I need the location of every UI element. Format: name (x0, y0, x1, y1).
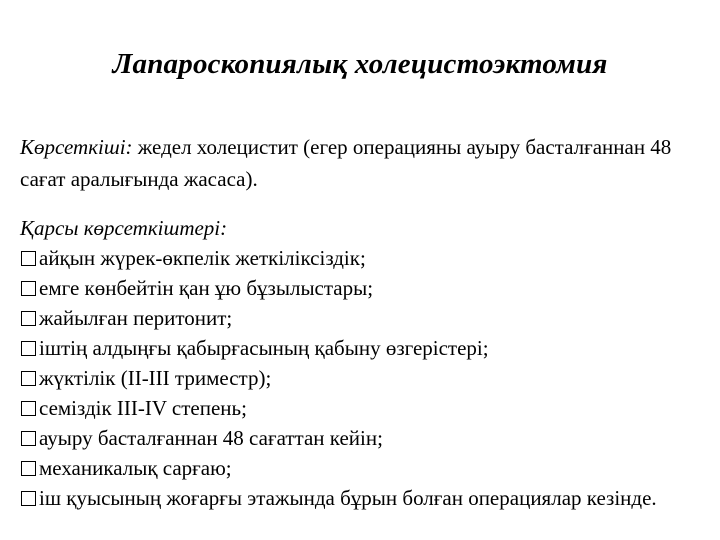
checkbox-bullet-icon (21, 281, 36, 296)
list-item-text: ауыру басталғаннан 48 сағаттан кейін; (39, 426, 383, 450)
slide-title: Лапароскопиялық холецистоэктомия (112, 48, 608, 80)
checkbox-bullet-icon (21, 311, 36, 326)
list-item-text: емге көнбейтін қан ұю бұзылыстары; (39, 276, 374, 300)
list-item (20, 273, 710, 303)
list-item (20, 393, 710, 423)
checkbox-bullet-icon (21, 431, 36, 446)
contraindications-section (20, 213, 710, 513)
checkbox-bullet-icon (21, 491, 36, 506)
list-item-text: іш қуысының жоғарғы этажында бұрын болған операциялар кезінде. (39, 486, 657, 510)
indication-paragraph (20, 131, 710, 195)
list-item-text: жайылған перитонит; (39, 306, 233, 330)
list-item (20, 363, 710, 393)
list-item (20, 333, 710, 363)
list-item (20, 483, 710, 513)
list-item (20, 303, 710, 333)
list-item (20, 423, 710, 453)
list-item-text: айқын жүрек-өкпелік жеткіліксіздік; (39, 246, 366, 270)
list-item-text: жүктілік (ІІ-ІІІ триместр); (39, 366, 272, 390)
checkbox-bullet-icon (21, 341, 36, 356)
checkbox-bullet-icon (21, 251, 36, 266)
indication-label: Көрсеткіші: (20, 135, 133, 159)
list-item (20, 453, 710, 483)
contraindications-heading: Қарсы көрсеткіштері: (20, 216, 228, 240)
list-item-text: механикалық сарғаю; (39, 456, 232, 480)
checkbox-bullet-icon (21, 371, 36, 386)
list-item (20, 243, 710, 273)
indication-text: жедел холецистит (егер операцияны ауыру басталғаннан 48 сағат аралығында жасаса). (20, 135, 672, 191)
checkbox-bullet-icon (21, 461, 36, 476)
list-item-text: іштің алдыңғы қабырғасының қабыну өзгерістері; (39, 336, 489, 360)
list-item-text: семіздік ІІІ-ІV степень; (39, 396, 247, 420)
checkbox-bullet-icon (21, 401, 36, 416)
